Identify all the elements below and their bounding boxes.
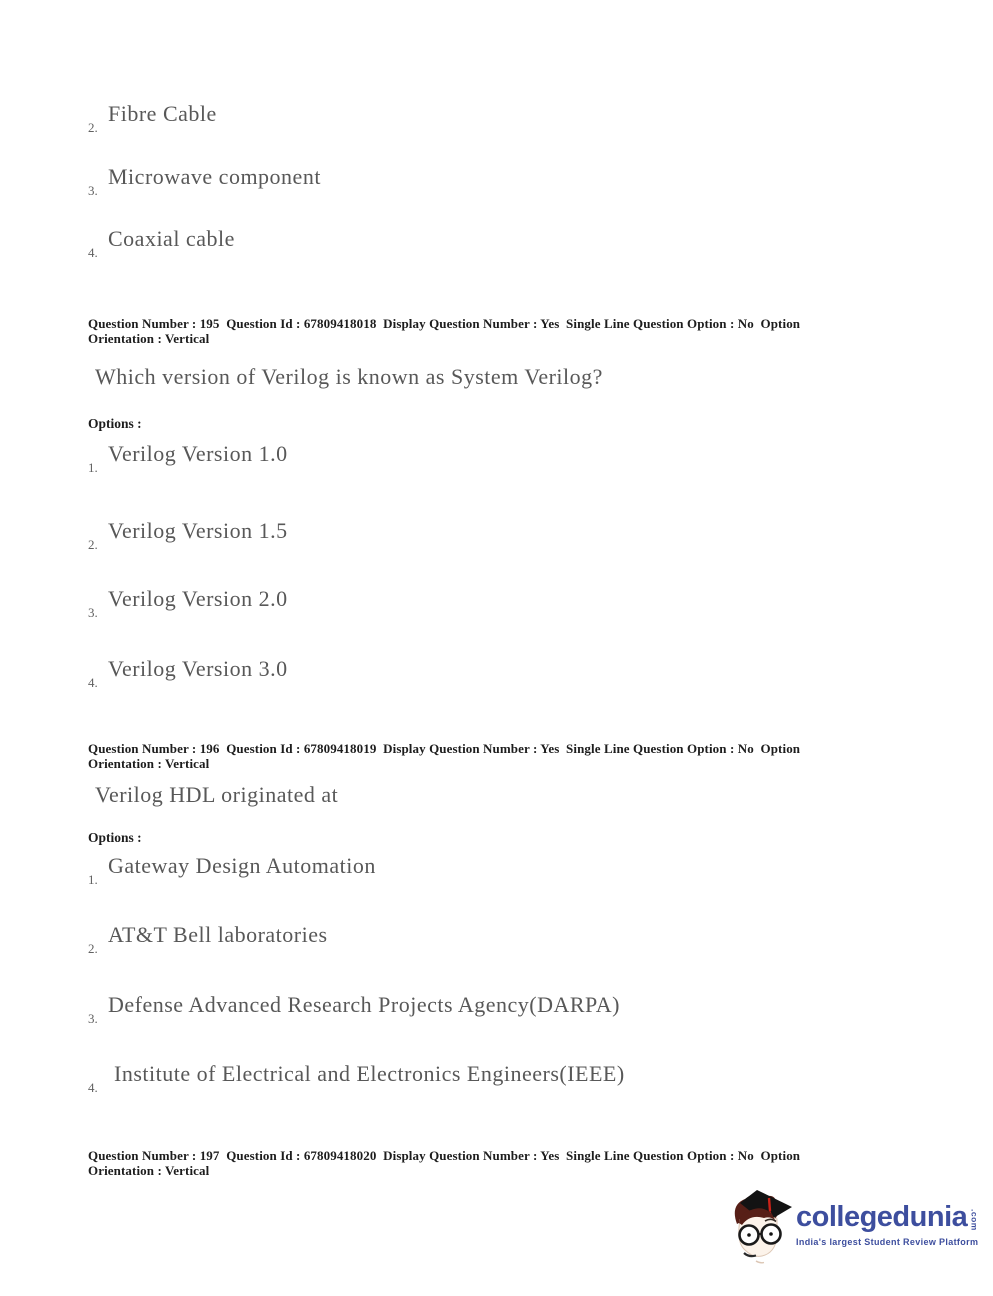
logo-text-column (796, 1202, 979, 1247)
option-label: Microwave component (108, 164, 321, 189)
question-195-text: Which version of Verilog is known as System Verilog? (95, 364, 603, 389)
option-label: Verilog Version 1.5 (108, 518, 288, 543)
question-196-option-4 (88, 1061, 625, 1096)
option-number: 2. (88, 941, 98, 956)
question-195-metadata (88, 316, 898, 346)
brand-dotcom-suffix: .com (969, 1209, 980, 1231)
question-metadata-line: Question Number : 195 Question Id : 67809418018 Display Question Number : Yes Single Line Question Option : No Option (88, 316, 801, 331)
question-metadata-line: Orientation : Vertical (88, 331, 210, 346)
collegedunia-logo (731, 1188, 979, 1271)
option-label: AT&T Bell laboratories (108, 922, 328, 947)
option-label: Institute of Electrical and Electronics Engineers(IEEE) (114, 1061, 625, 1086)
option-number: 4. (88, 1080, 98, 1095)
question-metadata-line: Question Number : 197 Question Id : 67809418020 Display Question Number : Yes Single Line Question Option : No Option (88, 1148, 801, 1163)
question-metadata-line: Orientation : Vertical (88, 1163, 210, 1178)
option-label: Verilog Version 2.0 (108, 586, 288, 611)
carryover-option-row (88, 101, 217, 136)
option-number: 2. (88, 537, 98, 552)
option-label: Verilog Version 3.0 (108, 656, 288, 681)
brand-wordmark: collegedunia (796, 1201, 968, 1233)
option-label: Fibre Cable (108, 101, 217, 126)
question-197-metadata (88, 1148, 898, 1178)
question-195-option-1 (88, 441, 288, 476)
graduate-boy-mascot-icon (731, 1190, 793, 1271)
option-number: 4. (88, 675, 98, 690)
question-196-option-1 (88, 853, 376, 888)
question-196-metadata (88, 741, 898, 771)
option-number: 1. (88, 872, 98, 887)
option-label: Gateway Design Automation (108, 853, 376, 878)
option-number: 3. (88, 605, 98, 620)
option-number: 3. (88, 183, 98, 198)
question-metadata-line: Question Number : 196 Question Id : 67809418019 Display Question Number : Yes Single Line Question Option : No Option (88, 741, 801, 756)
option-number: 2. (88, 120, 98, 135)
carryover-option-row (88, 164, 321, 199)
question-196-option-2 (88, 922, 328, 957)
question-195-option-2 (88, 518, 288, 553)
question-196-text: Verilog HDL originated at (95, 782, 339, 807)
option-number: 1. (88, 460, 98, 475)
question-195-option-4 (88, 656, 288, 691)
question-metadata-line: Orientation : Vertical (88, 756, 210, 771)
carryover-option-row (88, 226, 235, 261)
option-label: Coaxial cable (108, 226, 235, 251)
question-196-option-3 (88, 992, 620, 1027)
options-label: Options : (88, 416, 142, 431)
option-label: Verilog Version 1.0 (108, 441, 288, 466)
option-number: 4. (88, 245, 98, 260)
option-number: 3. (88, 1011, 98, 1026)
brand-tagline: India's largest Student Review Platform (796, 1237, 979, 1247)
option-label: Defense Advanced Research Projects Agency(DARPA) (108, 992, 620, 1017)
question-195-option-3 (88, 586, 288, 621)
options-label: Options : (88, 830, 142, 845)
